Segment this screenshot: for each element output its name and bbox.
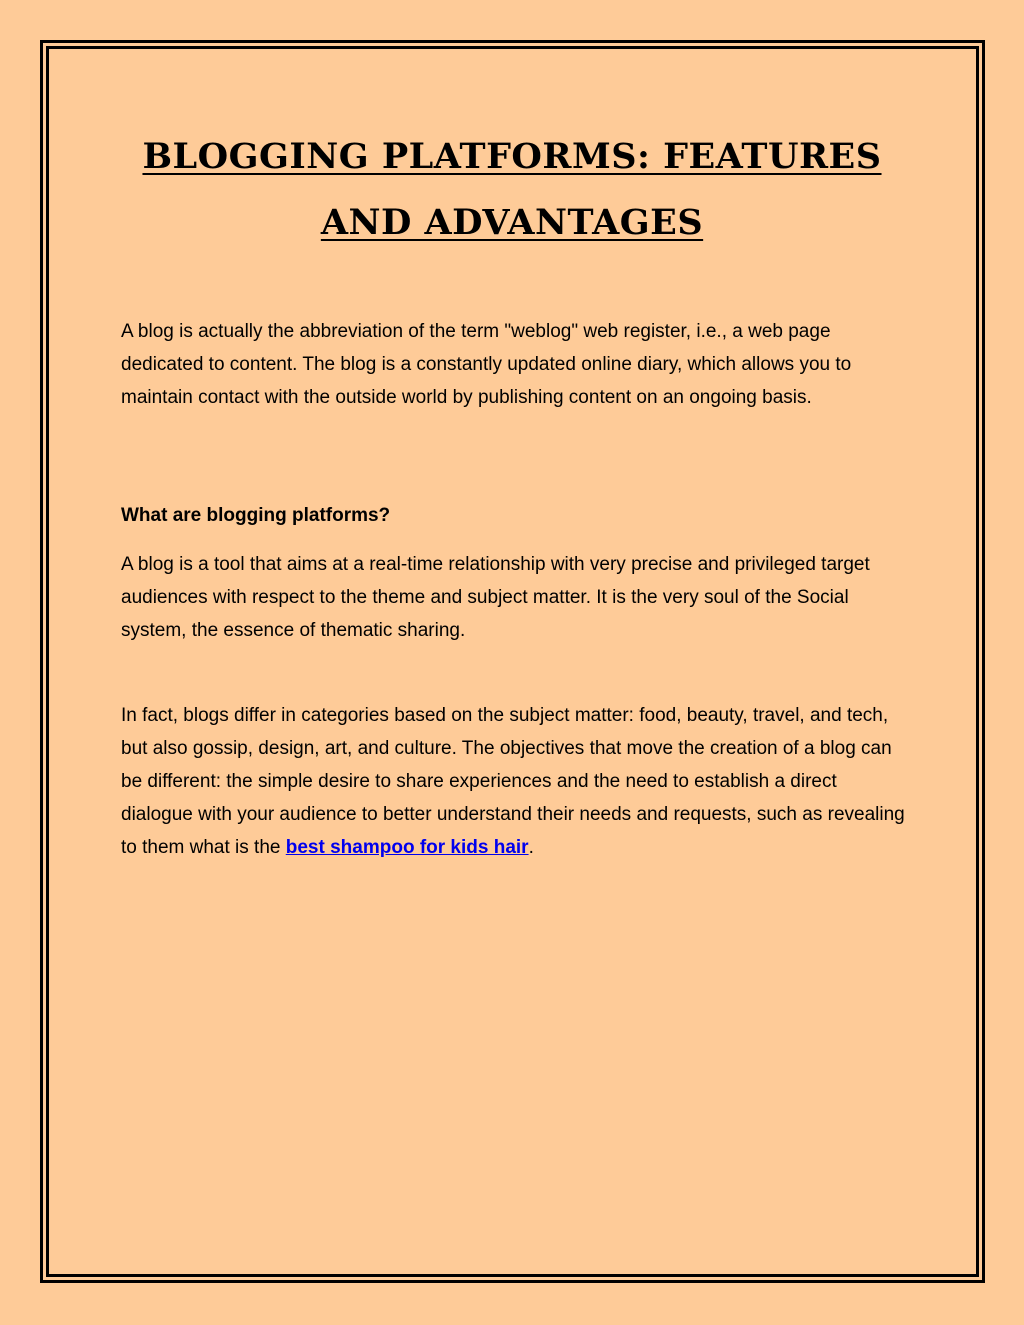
- intro-paragraph: A blog is actually the abbreviation of the term "weblog" web register, i.e., a web page dedicated to content. The blog is a constantly updated online diary, which allows you to maintain contact with the outside world by publishing content on an ongoing basis.: [121, 321, 852, 408]
- title-line-2: AND ADVANTAGES: [320, 202, 704, 243]
- title-line-1: BLOGGING PLATFORMS: FEATURES: [142, 136, 882, 177]
- categories-paragraph-end: .: [528, 837, 534, 858]
- document-title: [110, 124, 914, 256]
- categories-paragraph: [121, 699, 911, 864]
- categories-paragraph-text: In fact, blogs differ in categories based on the subject matter: food, beauty, travel, and tech, but also gossip, design, art, and culture. The objectives that move the creation of a blog can be different: the simple desire to share experiences and the need to establish a direct dialogue with your audience to better understand their needs and requests, such as revealing to them what is the: [121, 705, 905, 858]
- section-heading: What are blogging platforms?: [121, 505, 391, 526]
- definition-paragraph: A blog is a tool that aims at a real-time relationship with very precise and privileged target audiences with respect to the theme and subject matter. It is the very soul of the Social system, the essence of thematic sharing.: [121, 554, 870, 641]
- shampoo-link[interactable]: best shampoo for kids hair: [285, 837, 529, 858]
